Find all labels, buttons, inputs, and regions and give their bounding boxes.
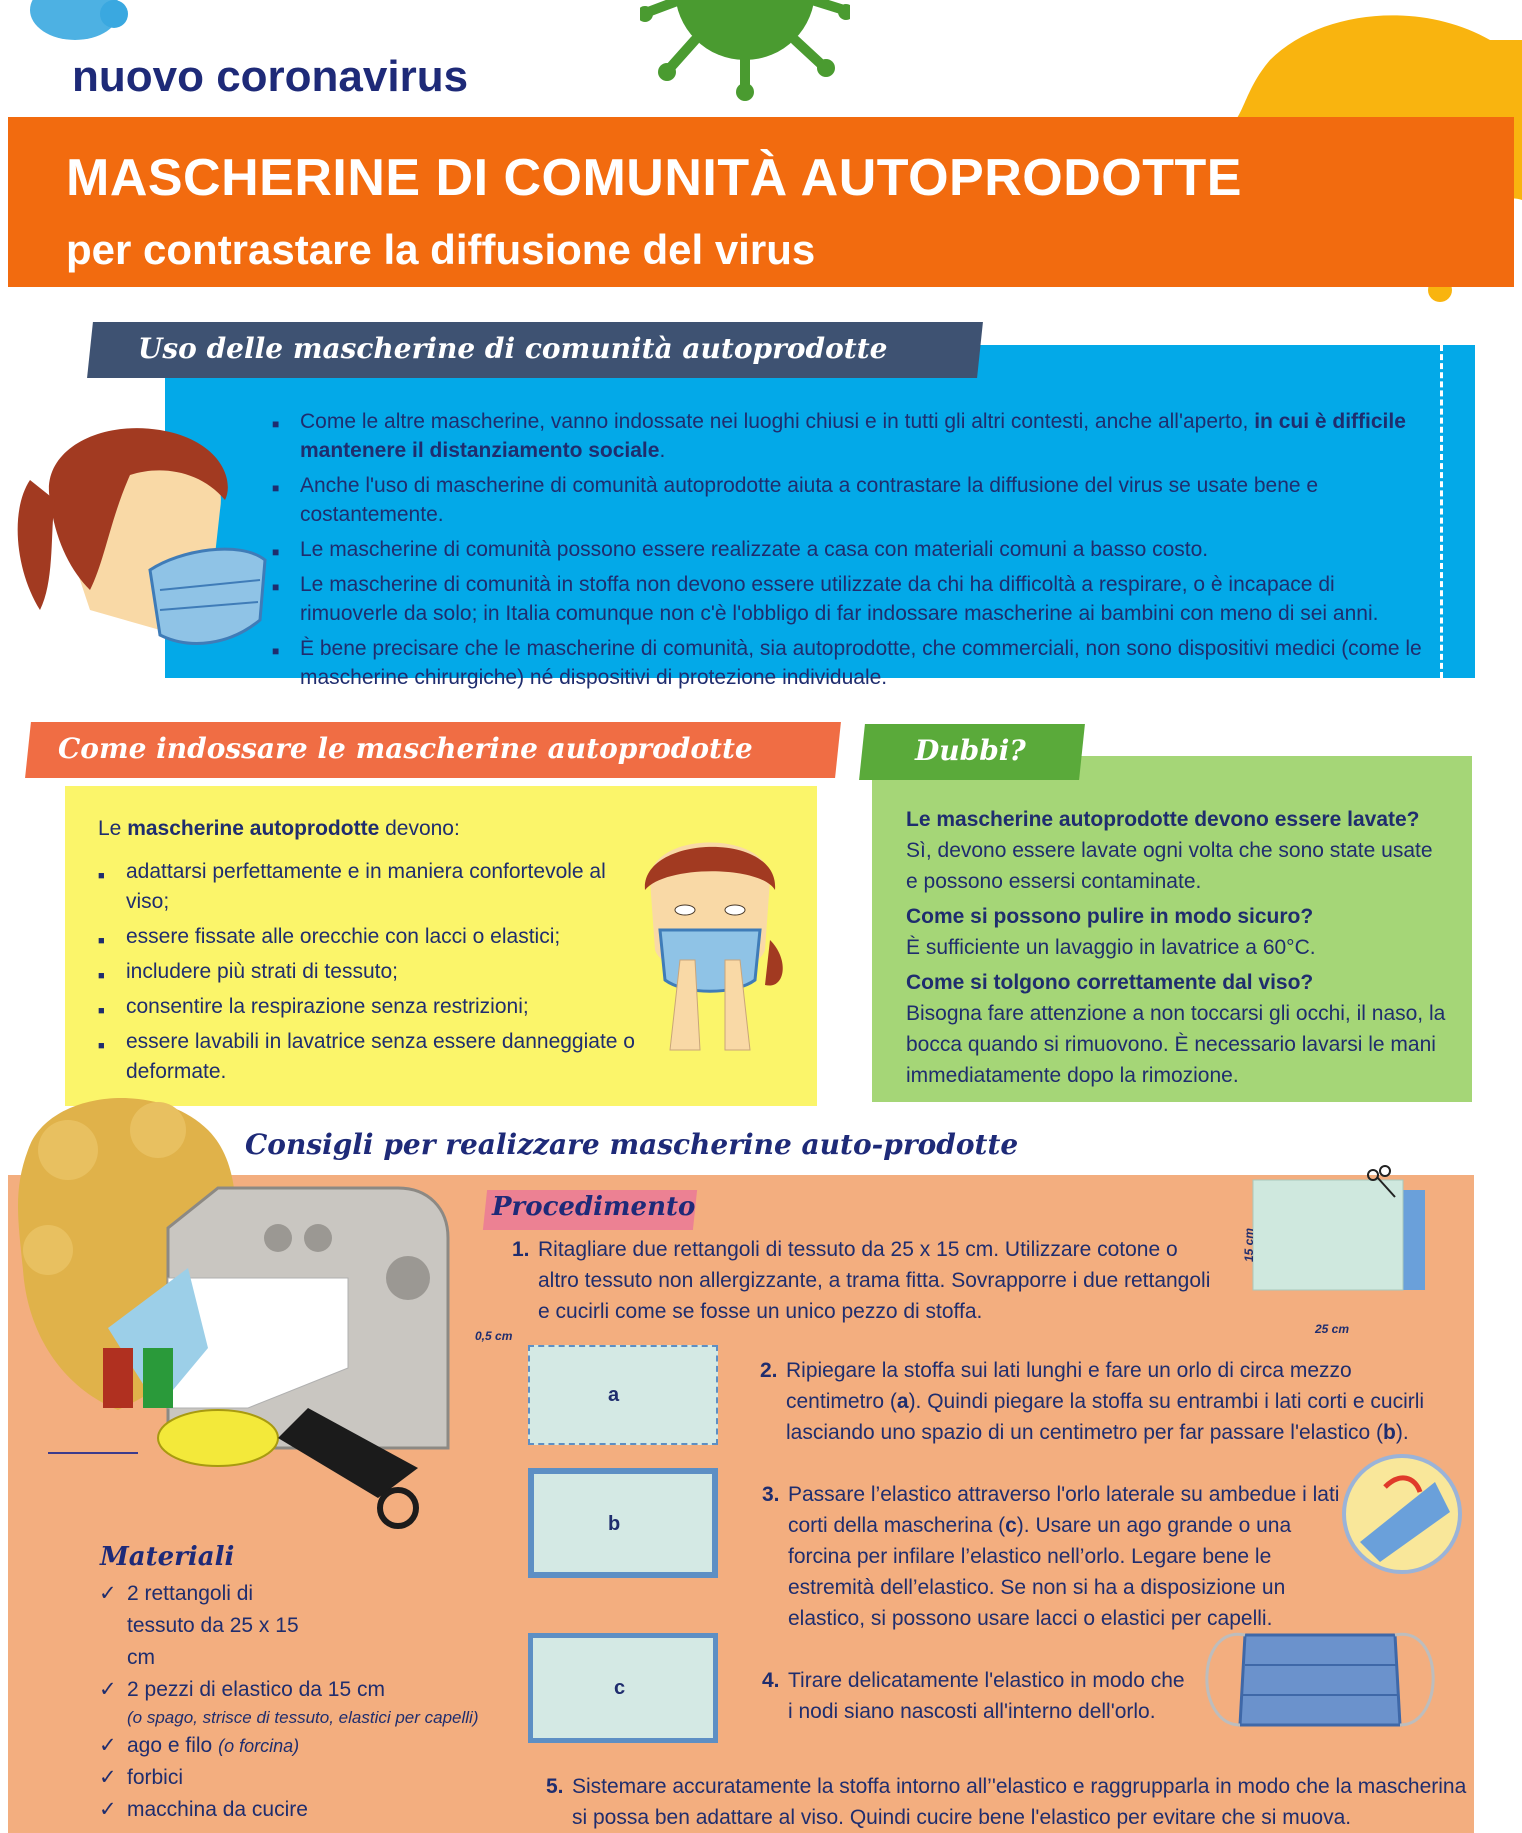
faq-answer: Sì, devono essere lavate ogni volta che sono state usate e possono essersi contaminate.	[906, 839, 1433, 893]
dashed-divider	[1440, 345, 1443, 678]
usage-item: ■ Come le altre mascherine, vanno indossate nei luoghi chiusi e in tutti gli altri contesti, anche all'aperto, in cui è difficile mantenere il distanziamento sociale.	[272, 407, 1432, 465]
page-title: MASCHERINE DI COMUNITÀ AUTOPRODOTTE	[66, 149, 1242, 207]
material-item: ✓ 2 pezzi di elastico da 15 cm (o spago, strisce di tessuto, elastici per capelli)	[95, 1674, 515, 1730]
diagram-label-b: b	[608, 1513, 621, 1535]
usage-list	[272, 407, 1432, 698]
faq-answer: È sufficiente un lavaggio in lavatrice a 60°C.	[906, 936, 1316, 959]
usage-item: ■ Le mascherine di comunità in stoffa non devono essere utilizzate da chi ha difficoltà a respirare, o è incapace di rimuoverle da solo; in Italia comunque non c'è l'obbligo di far indossare mascherine ai bambini con meno di sei anni.	[272, 570, 1432, 628]
usage-item: ■ È bene precisare che le mascherine di comunità, sia autoprodotte, che commerciali, non sono dispositivi medici (come le mascherine chirurgiche) né dispositivi di protezione individuale.	[272, 634, 1432, 692]
faq-list	[906, 804, 1446, 1095]
elastic-detail-illustration	[1340, 1452, 1465, 1577]
tips-heading: Consigli per realizzare mascherine auto-prodotte	[245, 1128, 1019, 1161]
procedure-step-4: 4. Tirare delicatamente l'elastico in modo che i nodi siano nascosti all'interno dell'orlo.	[762, 1669, 1185, 1723]
materials-list	[95, 1578, 515, 1826]
material-item: ✓ forbici	[95, 1762, 515, 1794]
hem-dimension-label: 0,5 cm	[475, 1329, 513, 1343]
usage-item: ■ Anche l'uso di mascherine di comunità autoprodotte aiuta a contrastare la diffusione del virus se usate bene e costantemente.	[272, 471, 1432, 529]
wearing-intro: Le mascherine autoprodotte devono:	[98, 817, 460, 840]
wearing-item: ■ essere lavabili in lavatrice senza essere danneggiate o deformate.	[98, 1027, 638, 1087]
diagram-step-b	[528, 1468, 718, 1578]
woman-with-mask-illustration	[10, 420, 280, 680]
wearing-item: ■ essere fissate alle orecchie con lacci o elastici;	[98, 922, 638, 952]
fabric-cut-illustration	[1245, 1165, 1435, 1315]
faq-question: Come si tolgono correttamente dal viso?	[906, 971, 1314, 994]
material-item: ✓ ago e filo (o forcina)	[95, 1730, 515, 1762]
procedure-step-5: 5. Sistemare accuratamente la stoffa intorno all’'elastico e raggrupparla in modo che la mascherina si possa ben adattare al viso. Quindi cucire bene l'elastico per evitare che si muova.	[546, 1775, 1467, 1829]
materials-heading: Materiali	[100, 1542, 235, 1572]
blue-splat-decoration	[100, 0, 128, 28]
height-dimension-label: 15 cm	[1242, 1227, 1257, 1263]
procedure-heading: Procedimento	[492, 1192, 696, 1222]
page-kicker: nuovo coronavirus	[72, 52, 469, 101]
procedure-step-2: 2. Ripiegare la stoffa sui lati lunghi e fare un orlo di circa mezzo centimetro (a). Quindi piegare la stoffa su entrambi i lati corti e cucirli lasciando uno spazio di un centimetro per far passare l'elastico (b).	[760, 1359, 1425, 1444]
wearing-item: ■ consentire la respirazione senza restrizioni;	[98, 992, 638, 1022]
diagram-step-a	[528, 1345, 718, 1445]
faq-question: Come si possono pulire in modo sicuro?	[906, 905, 1314, 928]
procedure-step-3: 3. Passare l’elastico attraverso l'orlo laterale su ambedue i lati corti della mascherina (c). Usare un ago grande o una forcina per infilare l’elastico nell’orlo. Legare bene le estremità dell’elastico. Se non si ha a disposizione un elastico, si possono usare lacci o elastici per capelli.	[762, 1483, 1340, 1630]
usage-heading: Uso delle mascherine di comunità autoprodotte	[138, 332, 888, 365]
material-item: ✓ 2 rettangoli di tessuto da 25 x 15 cm	[95, 1578, 325, 1674]
procedure-step-1: 1. Ritagliare due rettangoli di tessuto da 25 x 15 cm. Utilizzare cotone o altro tessuto non allergizzante, a trama fitta. Sovrapporre i due rettangoli e cucirli come se fosse un unico pezzo di stoffa.	[512, 1238, 1211, 1323]
wearing-item: ■ includere più strati di tessuto;	[98, 957, 638, 987]
faq-question: Le mascherine autoprodotte devono essere lavate?	[906, 808, 1420, 831]
wearing-heading: Come indossare le mascherine autoprodotte	[58, 732, 753, 765]
page-subtitle: per contrastare la diffusione del virus	[66, 226, 816, 273]
diagram-label-a: a	[608, 1384, 620, 1406]
usage-item: ■ Le mascherine di comunità possono essere realizzate a casa con materiali comuni a basso costo.	[272, 535, 1432, 564]
wearing-item: ■ adattarsi perfettamente e in maniera confortevole al viso;	[98, 857, 638, 917]
diagram-label-c: c	[614, 1677, 626, 1699]
material-item: ✓ macchina da cucire	[95, 1794, 515, 1826]
virus-logo-icon	[640, 0, 850, 110]
doubts-heading: Dubbi?	[915, 734, 1026, 767]
wearing-list	[98, 857, 638, 1092]
finished-mask-illustration	[1195, 1605, 1445, 1745]
woman-adjusting-mask-illustration	[625, 820, 795, 1090]
width-dimension-label: 25 cm	[1315, 1322, 1350, 1336]
faq-answer: Bisogna fare attenzione a non toccarsi gli occhi, il naso, la bocca quando si rimuovono. È necessario lavarsi le mani immediatamente dopo la rimozione.	[906, 1002, 1446, 1087]
